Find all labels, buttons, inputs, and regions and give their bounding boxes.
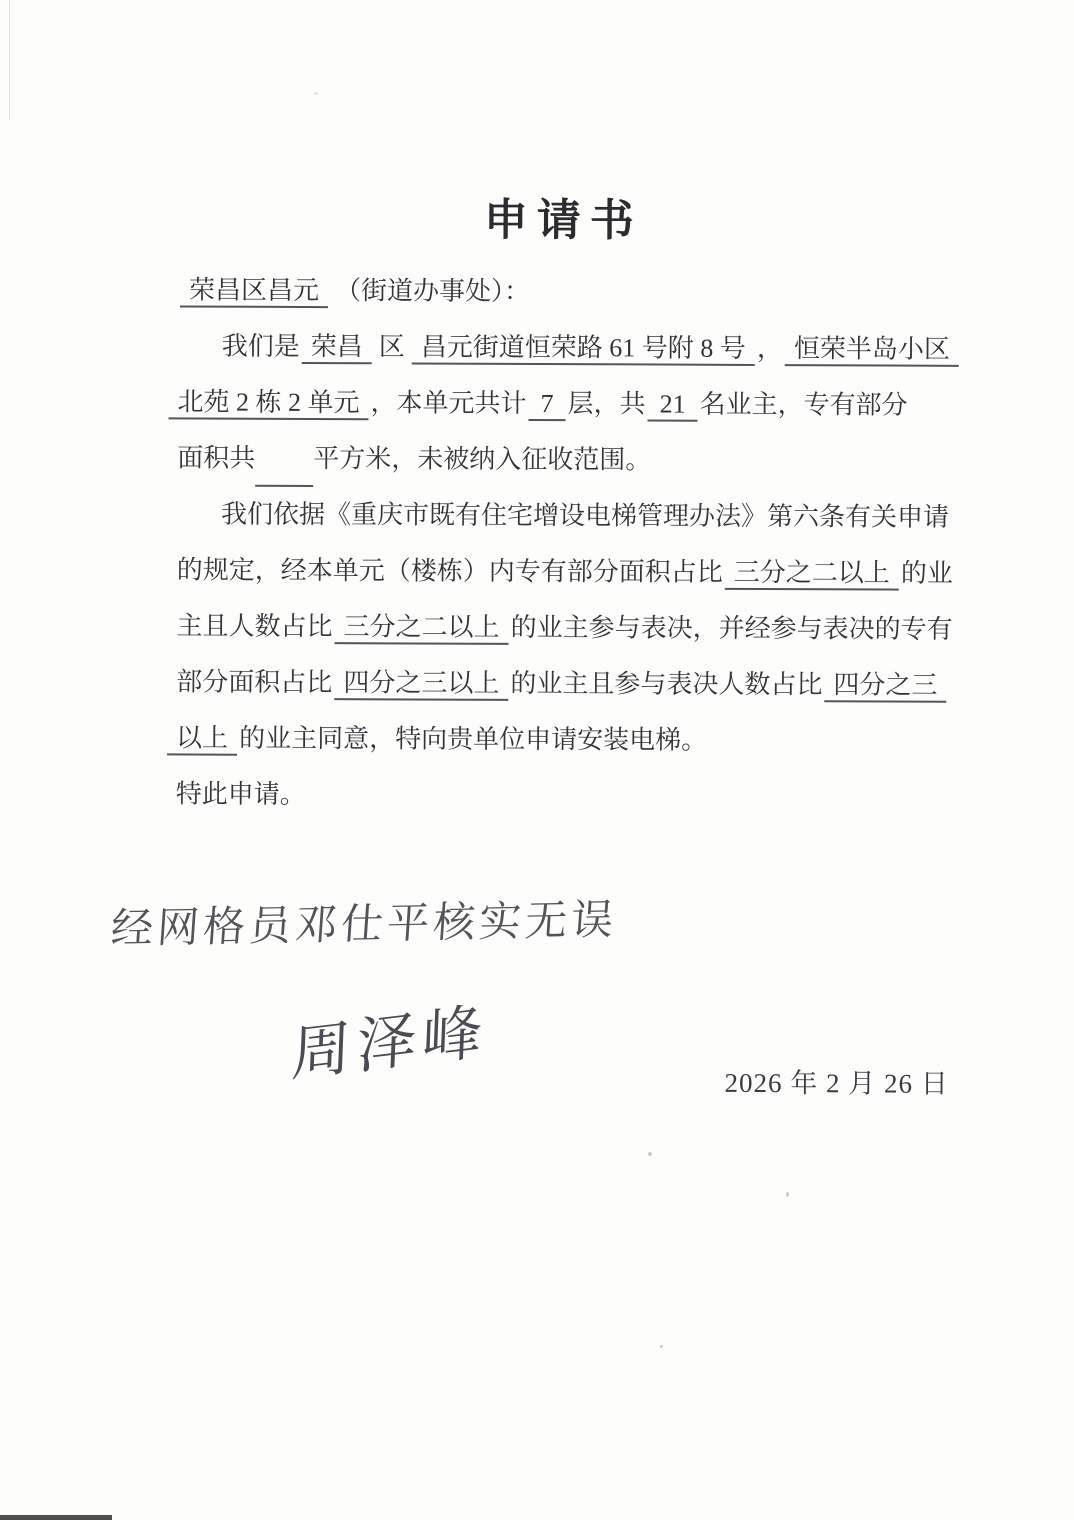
closing-line xyxy=(176,766,976,825)
text-segment: 的业主同意，特向贵单位申请安装电梯。 xyxy=(239,723,708,755)
area-blank-underline xyxy=(255,456,313,487)
building-unit-filled: 北苑 2 栋 2 单元 xyxy=(168,387,368,420)
scan-speck xyxy=(314,92,318,95)
scan-speck xyxy=(786,1192,789,1197)
voting-headcount-ratio-filled-part2: 以上 xyxy=(167,723,237,755)
salutation-line xyxy=(178,262,978,321)
address-filled: 昌元街道恒荣路 61 号附 8 号 xyxy=(412,332,755,365)
floors-filled: 7 xyxy=(529,389,566,421)
handwritten-verification-note: 经网格员邓仕平核实无误 xyxy=(109,897,619,953)
text-segment: 部分面积占比 xyxy=(176,667,333,698)
area-ratio-filled: 三分之二以上 xyxy=(725,558,899,591)
text-segment: ，本单元共计 xyxy=(370,388,527,418)
paragraph2-line3 xyxy=(176,598,976,657)
handwritten-signature: 周泽峰 xyxy=(289,998,490,1089)
text-segment: 我们依据《重庆市既有住宅增设电梯管理办法》第六条有关申请 xyxy=(221,499,950,532)
document-title: 申请书 xyxy=(483,195,643,246)
text-segment: 的规定，经本单元（楼栋）内专有部分面积占比 xyxy=(176,555,723,587)
text-segment: 我们是 xyxy=(221,331,300,361)
scan-artifact-bottom-strip xyxy=(0,1515,112,1520)
text-segment: 面积共 xyxy=(177,443,256,473)
owner-count-filled: 21 xyxy=(648,389,698,421)
text-segment: 平方米，未被纳入征收范围。 xyxy=(313,444,652,475)
paragraph1-line2 xyxy=(177,374,977,433)
text-segment: 区 xyxy=(378,332,405,362)
paragraph2-line5 xyxy=(176,710,976,769)
scan-speck xyxy=(648,1152,652,1156)
document-date: 2026 年 2 月 26 日 xyxy=(724,1067,949,1099)
paragraph1-line1 xyxy=(178,318,978,377)
document-body xyxy=(176,262,978,825)
text-segment: 名业主，专有部分 xyxy=(699,389,908,420)
text-segment: ， xyxy=(756,333,783,364)
headcount-ratio-filled: 三分之二以上 xyxy=(335,612,509,645)
paragraph2-line4 xyxy=(176,654,976,713)
community-filled: 恒荣半岛小区 xyxy=(785,334,959,367)
text-segment: 层，共 xyxy=(567,389,646,419)
addressee-name-filled: 荣昌区昌元 xyxy=(180,275,328,308)
voting-area-ratio-filled: 四分之三以上 xyxy=(334,668,508,701)
district-filled: 荣昌 xyxy=(302,332,372,364)
text-segment: 的业 xyxy=(900,558,953,588)
salutation-suffix: （街道办事处）： xyxy=(334,276,531,306)
paragraph1-line3 xyxy=(177,430,977,489)
text-segment: 主且人数占比 xyxy=(176,611,333,642)
text-segment: 的业主且参与表决人数占比 xyxy=(510,668,823,700)
paragraph2-line2 xyxy=(177,542,977,601)
text-segment: 的业主参与表决，并经参与表决的专有 xyxy=(510,612,953,644)
text-segment: 特此申请。 xyxy=(175,779,306,809)
scan-speck xyxy=(660,1345,663,1348)
paragraph2-line1 xyxy=(177,486,977,545)
voting-headcount-ratio-filled-part1: 四分之三 xyxy=(824,670,946,703)
